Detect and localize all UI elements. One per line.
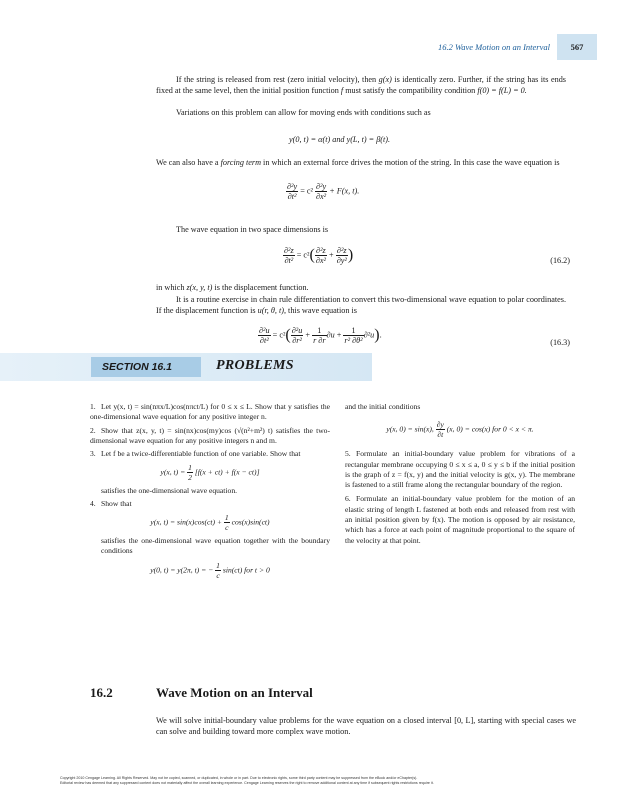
problem-4-boundary-equation: y(0, t) = y(2π, t) = − $\frac{1}{c}$ sin(ct) for t > 0 <box>150 560 270 580</box>
problem-3: 3. Let f be a twice-differentiable function of one variable. Show that <box>90 449 301 459</box>
problem-3-conclusion: satisfies the one-dimensional wave equation. <box>101 486 238 496</box>
section-heading: PROBLEMS <box>216 358 294 373</box>
equation-moving-ends: y(0, t) = α(t) and y(L, t) = β(t). <box>289 135 391 144</box>
paragraph-displacement: in which z(x, y, t) is the displacement function. <box>156 283 309 292</box>
problem-4-text: satisfies the one-dimensional wave equation together with the boundary conditions <box>101 536 330 556</box>
initial-conditions-equation: y(x, 0) = sin(x), $\frac{\partial y}{\partial t}$ (x, 0) = cos(x) for 0 < x < π. <box>386 420 534 440</box>
equation-number-16-3: (16.3) <box>550 338 570 347</box>
paragraph-forcing-term: We can also have a forcing term in which an external force drives the motion of the string. In this case the wave equation is <box>156 158 560 167</box>
problem-1: 1. Let y(x, t) = sin(nπx/L)cos(nπct/L) for 0 ≤ x ≤ L. Show that y satisfies the one-dimensional wave equation for any positive integer n. <box>90 402 330 422</box>
equation-forced-wave: $\frac{\text{∂²y}}{\text{∂t²}}$ = c² $\frac{\text{∂²y}}{\text{∂x²}}$ + F(x, t). <box>287 182 360 201</box>
problem-6: 6. Formulate an initial-boundary value problem for the motion of an elastic string of length L fastened at both ends and released from rest with an initial position given by f(x). The motion is opposed by air resistance, which has a force at each point of magnitude proportional to the square of the velocity at that point. <box>345 494 575 545</box>
paragraph-variations: Variations on this problem can allow for moving ends with conditions such as <box>176 108 431 117</box>
problem-5: 5. Formulate an initial-boundary value problem for vibrations of a rectangular membrane occupying 0 ≤ x ≤ a, 0 ≤ y ≤ b if the initial position is the graph of z = f(x, y) and the initial velocity is g(x, y). The membrane is fastened to a still frame along the rectangular boundary of the region. <box>345 449 575 490</box>
paragraph-polar: It is a routine exercise in chain rule differentiation to convert this two-dimensional wave equation to polar coordinates. If the displacement function is u(r, θ, t), this wave equation is <box>156 295 566 315</box>
section-label: SECTION 16.1 <box>102 361 173 373</box>
equation-16-2: $\frac{\text{∂²z}}{\text{∂t²}}$ = c²( $\frac{\text{∂²z}}{\text{∂x²}}$ + $\frac{\text{∂²z}}{\text{∂y²}}$ ) <box>284 246 354 265</box>
paragraph-two-dimensions: The wave equation in two space dimensions is <box>176 225 329 234</box>
equation-number-16-2: (16.2) <box>550 256 570 265</box>
problems-right-column <box>345 402 575 546</box>
running-title: 16.2 Wave Motion on an Interval <box>437 42 550 52</box>
section-title: Wave Motion on an Interval <box>156 685 313 700</box>
problem-4: 4. Show that <box>90 498 132 508</box>
problem-2: 2. Show that z(x, y, t) = sin(nx)cos(my)cos (√(n²+m²) t) satisfies the two-dimensional wave equation for any positive integers n and m. <box>90 425 330 445</box>
section-number: 16.2 <box>90 685 113 700</box>
paragraph-initial-velocity: If the string is released from rest (zero initial velocity), then g(x) is identically zero. Further, if the string has its ends fixed at the same level, then the initial position function f must satisfy the compatibility condition f(0) = f(L) = 0. <box>156 75 566 95</box>
problems-left-column <box>90 402 330 584</box>
section-intro: We will solve initial-boundary value problems for the wave equation on a closed interval [0, L], starting with special cases we can solve and building toward more complex wave motion. <box>156 716 576 736</box>
problem-4-equation: y(x, t) = sin(x)cos(ct) + $\frac{1}{c}$ cos(x)sin(ct) <box>150 513 270 533</box>
problem-3-equation: y(x, t) = $\frac{1}{2}$ [f(x + ct) + f(x − ct)] <box>160 463 260 483</box>
initial-conditions-text: and the initial conditions <box>345 402 421 411</box>
page-number: 567 <box>570 42 584 52</box>
copyright-footer: Copyright 2010 Cengage Learning. All Rights Reserved. May not be copied, scanned, or duplicated, in whole or in part. Due to electronic rights, some third party content may be suppressed from the eBook and/or eChapter(s). Editorial review has deemed that any suppressed content does not materially affect the overall learning experience. Cengage Learning reserves the right to remove additional content at any time if subsequent rights restrictions require it. <box>60 776 434 785</box>
equation-16-3: $\frac{\text{∂²u}}{\text{∂t²}}$ = c²( $\frac{\text{∂²u}}{\text{∂r²}}$ + $\frac{1}{r \partial r}$ ∂u + $\frac{1}{\text{r² ∂θ²}}$ ∂²u). <box>259 326 382 345</box>
